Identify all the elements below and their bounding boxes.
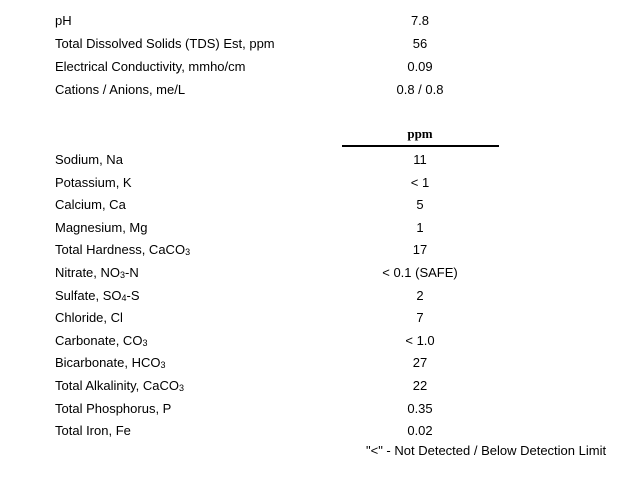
summary-row (0, 34, 642, 54)
analyte-row (0, 376, 642, 396)
analyte-row (0, 331, 642, 351)
analyte-value: < 0.1 (SAFE) (382, 265, 458, 280)
analyte-label: Total Hardness, CaCO$_3$ (55, 242, 191, 257)
analyte-label: Nitrate, $NO_3-N$ (55, 265, 139, 280)
analyte-value: 7 (416, 310, 424, 325)
analyte-row (0, 240, 642, 260)
analyte-value: < 1 (410, 175, 430, 190)
summary-row (0, 11, 642, 31)
analyte-row (0, 421, 642, 441)
analyte-row (0, 195, 642, 215)
analyte-row (0, 173, 642, 193)
analyte-row (0, 286, 642, 306)
analyte-row (0, 308, 642, 328)
summary-label: Electrical Conductivity, mmho/cm (55, 59, 246, 74)
analyte-row (0, 353, 642, 373)
analyte-value: 0.35 (407, 401, 433, 416)
ppm-column-header: ppm (407, 126, 433, 141)
summary-value: 0.8 / 0.8 (396, 82, 444, 97)
analyte-value: 1 (416, 220, 424, 235)
summary-label: Cations / Anions, me/L (55, 82, 186, 97)
analyte-label: Sulfate, $SO_4-S$ (55, 288, 140, 303)
analyte-label: Total Phosphorus, P (55, 401, 172, 416)
analyte-label: Calcium, Ca (55, 197, 126, 212)
summary-row (0, 57, 642, 77)
analyte-row (0, 150, 642, 170)
analyte-label: Potassium, K (55, 175, 132, 190)
analyte-value: 2 (416, 288, 424, 303)
analyte-value: 22 (412, 378, 428, 393)
header-rule (342, 145, 499, 147)
analyte-label: Total Alkalinity, CaCO$_3$ (55, 378, 185, 393)
analyte-label: Total Iron, Fe (55, 423, 131, 438)
summary-value: 56 (412, 36, 428, 51)
detection-limit-footnote: "<" - Not Detected / Below Detection Limit (366, 443, 607, 458)
analyte-label: Carbonate, $CO_3$ (55, 333, 148, 348)
analyte-value: 11 (413, 152, 427, 167)
analyte-row (0, 218, 642, 238)
summary-value: 0.09 (407, 59, 433, 74)
analyte-label: Chloride, Cl (55, 310, 123, 325)
analyte-value: 27 (412, 355, 428, 370)
analyte-label: Magnesium, Mg (55, 220, 148, 235)
summary-value: 7.8 (410, 13, 430, 28)
summary-row (0, 80, 642, 100)
analyte-row (0, 263, 642, 283)
analyte-label: Bicarbonate, $HCO_3$ (55, 355, 166, 370)
analyte-value: 17 (412, 242, 428, 257)
analyte-value: 0.02 (407, 423, 433, 438)
summary-label: pH (55, 13, 72, 28)
analyte-value: < 1.0 (405, 333, 435, 348)
analyte-row (0, 399, 642, 419)
summary-label: Total Dissolved Solids (TDS) Est, ppm (55, 36, 275, 51)
analyte-value: 5 (416, 197, 424, 212)
analyte-label: Sodium, Na (55, 152, 123, 167)
